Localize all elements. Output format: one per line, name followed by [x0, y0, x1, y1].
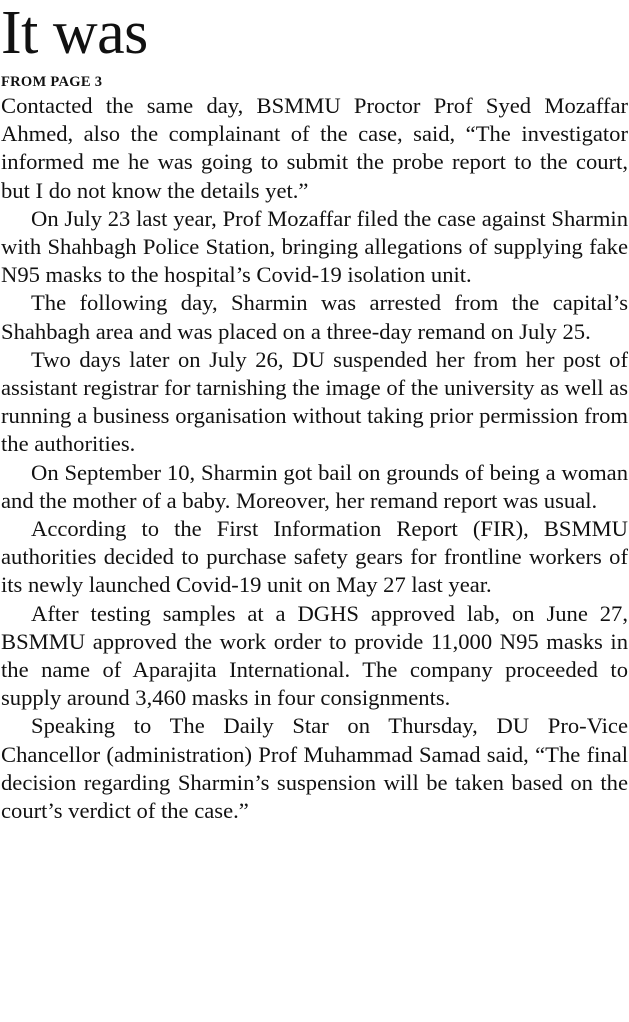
paragraph: According to the First Information Report (FIR), BSMMU authorities decided to purchase safety gears for frontline workers of its newly launched Covid-19 unit on May 27 last year.: [1, 516, 628, 598]
paragraph: On July 23 last year, Prof Mozaffar filed the case against Sharmin with Shahbagh Police Station, bringing allegations of supplying fake N95 masks to the hospital’s Covid-19 isolation unit.: [1, 205, 628, 288]
paragraph: The following day, Sharmin was arrested from the capital’s Shahbagh area and was placed on a three-day remand on July 25.: [1, 290, 628, 344]
paragraph: On September 10, Sharmin got bail on grounds of being a woman and the mother of a baby. Moreover, her remand report was usual.: [1, 459, 628, 513]
news-article: [1, 0, 628, 825]
paragraph: Two days later on July 26, DU suspended her from her post of assistant registrar for tarnishing the image of the university as well as running a business organisation without taking prior permission from the authorities.: [1, 346, 628, 457]
paragraph: Contacted the same day, BSMMU Proctor Prof Syed Mozaffar Ahmed, also the complainant of the case, said, “The investigator informed me he was going to submit the probe report to the court, but I do not know the details yet.”: [1, 93, 628, 203]
headline: It was: [1, 0, 148, 67]
jump-line: FROM PAGE 3: [1, 74, 103, 90]
paragraph: After testing samples at a DGHS approved lab, on June 27, BSMMU approved the work order to provide 11,000 N95 masks in the name of Aparajita International. The company proceeded to supply around 3,460 masks in four consignments.: [1, 600, 628, 711]
paragraph: Speaking to The Daily Star on Thursday, DU Pro-Vice Chancellor (administration) Prof Muhammad Samad said, “The final decision regarding Sharmin’s suspension will be taken based on the court’s verdict of the case.”: [1, 713, 628, 824]
